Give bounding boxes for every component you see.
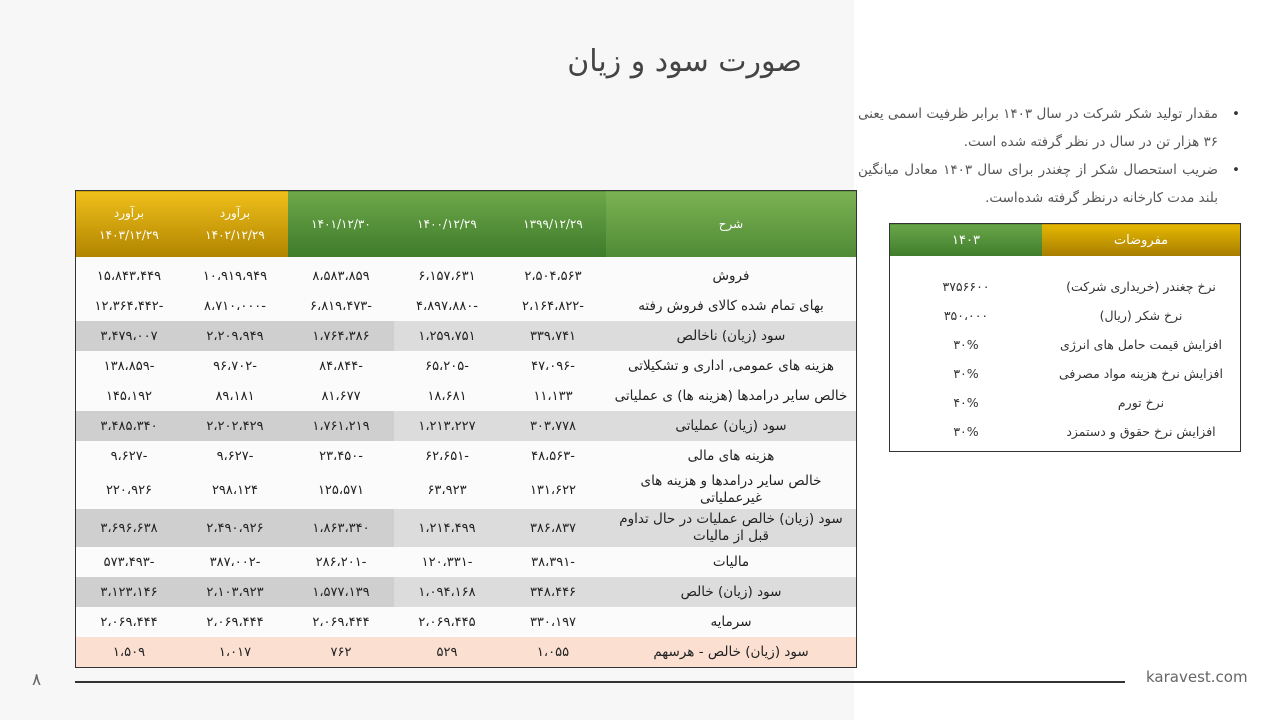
assumption-row	[890, 330, 1241, 359]
row-label: سود (زیان) ناخالص	[606, 321, 857, 351]
column-header: شرح	[606, 191, 857, 258]
table-cell: ۸۴،۸۴۴-	[288, 351, 394, 381]
assumption-value: ۳۰%	[953, 366, 979, 381]
table-cell: ۹،۶۲۷-	[76, 441, 183, 471]
column-header: ۱۴۰۱/۱۲/۳۰	[288, 191, 394, 258]
table-cell: ۱،۲۱۳،۲۲۷	[394, 411, 500, 441]
table-cell: ۸۱،۶۷۷	[288, 381, 394, 411]
table-cell: ۱۳۱،۶۲۲	[500, 471, 606, 509]
table-cell: ۱۴۵،۱۹۲	[76, 381, 183, 411]
table-cell: ۴،۸۹۷،۸۸۰-	[394, 291, 500, 321]
table-cell: ۳،۴۸۵،۳۴۰	[76, 411, 183, 441]
page-number: ۸	[32, 670, 42, 690]
assumption-label: افزایش نرخ هزینه مواد مصرفی	[1058, 366, 1224, 381]
table-cell: ۱،۰۱۷	[182, 637, 288, 668]
table-row	[76, 381, 857, 411]
table-cell: ۳،۱۲۳،۱۴۶	[76, 577, 183, 607]
table-row	[76, 291, 857, 321]
table-cell: ۳۸۷،۰۰۲-	[182, 547, 288, 577]
table-cell: ۲۳،۴۵۰-	[288, 441, 394, 471]
table-cell: ۸،۷۱۰،۰۰۰-	[182, 291, 288, 321]
table-cell: ۱،۵۰۹	[76, 637, 183, 668]
table-cell: ۳۸،۳۹۱-	[500, 547, 606, 577]
note-item	[858, 156, 1240, 212]
table-row	[76, 637, 857, 668]
table-cell: ۲۹۸،۱۲۴	[182, 471, 288, 509]
table-cell: ۲،۰۶۹،۴۴۴	[288, 607, 394, 637]
table-row	[76, 257, 857, 291]
table-cell: ۳۳۰،۱۹۷	[500, 607, 606, 637]
assumption-value: ۳۰%	[953, 337, 979, 352]
bullet-icon: •	[1232, 106, 1240, 122]
table-cell: ۲،۱۶۴،۸۲۲-	[500, 291, 606, 321]
assumption-row	[890, 388, 1241, 417]
table-cell: ۱۳۸،۸۵۹-	[76, 351, 183, 381]
table-cell: ۱۵،۸۴۳،۴۴۹	[76, 257, 183, 291]
site-link[interactable]: karavest.com	[1146, 668, 1248, 686]
assumption-label: نرخ چغندر (خریداری شرکت)	[1066, 279, 1216, 294]
table-cell: ۲،۲۰۹،۹۴۹	[182, 321, 288, 351]
table-cell: ۲،۰۶۹،۴۴۵	[394, 607, 500, 637]
row-label: هزینه های عمومی, اداری و تشکیلاتی	[606, 351, 857, 381]
table-cell: ۶۵،۲۰۵-	[394, 351, 500, 381]
row-label: سود (زیان) خالص عملیات در حال تداوم قبل از مالیات	[606, 509, 857, 547]
table-cell: ۱،۲۱۴،۴۹۹	[394, 509, 500, 547]
table-cell: ۱۱،۱۳۳	[500, 381, 606, 411]
footer-divider	[75, 681, 1125, 683]
row-label: بهای تمام شده کالای فروش رفته	[606, 291, 857, 321]
table-cell: ۶۳،۹۲۳	[394, 471, 500, 509]
table-cell: ۹،۶۲۷-	[182, 441, 288, 471]
table-cell: ۱،۷۶۴،۳۸۶	[288, 321, 394, 351]
table-cell: ۳۳۹،۷۴۱	[500, 321, 606, 351]
table-cell: ۱،۵۷۷،۱۳۹	[288, 577, 394, 607]
table-cell: ۳،۴۷۹،۰۰۷	[76, 321, 183, 351]
table-cell: ۳،۶۹۶،۶۳۸	[76, 509, 183, 547]
table-row	[76, 471, 857, 509]
table-cell: ۱۸،۶۸۱	[394, 381, 500, 411]
column-header: ۱۳۹۹/۱۲/۲۹	[500, 191, 606, 258]
row-label: فروش	[606, 257, 857, 291]
table-cell: ۴۷،۰۹۶-	[500, 351, 606, 381]
note-item	[858, 100, 1240, 156]
table-cell: ۶۲،۶۵۱-	[394, 441, 500, 471]
row-label: خالص سایر درامدها و هزینه های غیرعملیاتی	[606, 471, 857, 509]
assumption-notes	[858, 100, 1240, 212]
table-cell: ۵۲۹	[394, 637, 500, 668]
table-cell: ۵۷۳،۴۹۳-	[76, 547, 183, 577]
row-label: سود (زیان) خالص - هرسهم	[606, 637, 857, 668]
table-cell: ۲،۴۹۰،۹۲۶	[182, 509, 288, 547]
table-cell: ۸۹،۱۸۱	[182, 381, 288, 411]
table-row	[76, 411, 857, 441]
table-cell: ۲،۰۶۹،۴۴۴	[182, 607, 288, 637]
bullet-icon: •	[1232, 162, 1240, 178]
assumptions-spacer	[890, 256, 1241, 272]
table-cell: ۲،۱۰۳،۹۲۳	[182, 577, 288, 607]
assumption-row	[890, 417, 1241, 452]
table-cell: ۱،۷۶۱،۲۱۹	[288, 411, 394, 441]
column-header: ۱۴۰۰/۱۲/۲۹	[394, 191, 500, 258]
table-cell: ۱۲۵،۵۷۱	[288, 471, 394, 509]
table-row	[76, 351, 857, 381]
assumptions-header-row	[890, 224, 1241, 257]
column-header: برآورد ۱۴۰۲/۱۲/۲۹	[182, 191, 288, 258]
assumptions-table	[889, 223, 1241, 452]
note-text: مقدار تولید شکر شرکت در سال ۱۴۰۳ برابر ظرفیت اسمی یعنی ۳۶ هزار تن در سال در نظر گرفته شده است.	[858, 106, 1218, 150]
row-label: سود (زیان) عملیاتی	[606, 411, 857, 441]
table-cell: ۱،۰۵۵	[500, 637, 606, 668]
assumption-row	[890, 272, 1241, 301]
table-cell: ۲،۲۰۲،۴۲۹	[182, 411, 288, 441]
table-cell: ۱۲،۳۶۴،۴۴۲-	[76, 291, 183, 321]
assumption-value: ۳۵۰،۰۰۰	[943, 308, 989, 323]
income-statement-table	[75, 190, 857, 668]
assumptions-header-year: ۱۴۰۳	[890, 224, 1043, 257]
table-cell: ۱،۸۶۳،۳۴۰	[288, 509, 394, 547]
table-cell: ۳۴۸،۴۴۶	[500, 577, 606, 607]
column-header: برآورد ۱۴۰۳/۱۲/۲۹	[76, 191, 183, 258]
table-row	[76, 547, 857, 577]
assumption-value: ۴۰%	[953, 395, 979, 410]
assumption-label: افزایش نرخ حقوق و دستمزد	[1066, 424, 1216, 439]
table-row	[76, 577, 857, 607]
row-label: هزینه های مالی	[606, 441, 857, 471]
table-cell: ۲۲۰،۹۲۶	[76, 471, 183, 509]
assumption-value: ۳۰%	[953, 424, 979, 439]
table-cell: ۲،۰۶۹،۴۴۴	[76, 607, 183, 637]
row-label: سود (زیان) خالص	[606, 577, 857, 607]
table-cell: ۱،۰۹۴،۱۶۸	[394, 577, 500, 607]
table-cell: ۸،۵۸۳،۸۵۹	[288, 257, 394, 291]
row-label: خالص سایر درامدها (هزینه ها) ی عملیاتی	[606, 381, 857, 411]
table-row	[76, 607, 857, 637]
assumption-label: نرخ شکر (ریال)	[1099, 308, 1183, 323]
table-cell: ۴۸،۵۶۳-	[500, 441, 606, 471]
assumption-label: نرخ تورم	[1117, 395, 1165, 410]
page-title: صورت سود و زیان	[567, 44, 802, 79]
table-cell: ۱۲۰،۳۳۱-	[394, 547, 500, 577]
table-cell: ۱۰،۹۱۹،۹۴۹	[182, 257, 288, 291]
row-label: سرمایه	[606, 607, 857, 637]
table-cell: ۲،۵۰۴،۵۶۳	[500, 257, 606, 291]
table-header-row	[76, 191, 857, 258]
table-cell: ۷۶۲	[288, 637, 394, 668]
table-row	[76, 441, 857, 471]
row-label: مالیات	[606, 547, 857, 577]
assumption-label: افزایش قیمت حامل های انرژی	[1060, 337, 1222, 352]
table-row	[76, 509, 857, 547]
table-cell: ۳۸۶،۸۳۷	[500, 509, 606, 547]
assumptions-header-label: مفروضات	[1042, 224, 1241, 257]
assumption-value: ۳۷۵۶۶۰۰	[942, 279, 990, 294]
table-cell: ۶،۱۵۷،۶۳۱	[394, 257, 500, 291]
table-row	[76, 321, 857, 351]
assumption-row	[890, 301, 1241, 330]
assumption-row	[890, 359, 1241, 388]
table-cell: ۱،۲۵۹،۷۵۱	[394, 321, 500, 351]
table-cell: ۳۰۳،۷۷۸	[500, 411, 606, 441]
table-cell: ۲۸۶،۲۰۱-	[288, 547, 394, 577]
table-cell: ۶،۸۱۹،۴۷۳-	[288, 291, 394, 321]
table-cell: ۹۶،۷۰۲-	[182, 351, 288, 381]
note-text: ضریب استحصال شکر از چغندر برای سال ۱۴۰۳ معادل میانگین بلند مدت کارخانه درنظر گرفته شده‌است.	[858, 162, 1218, 206]
